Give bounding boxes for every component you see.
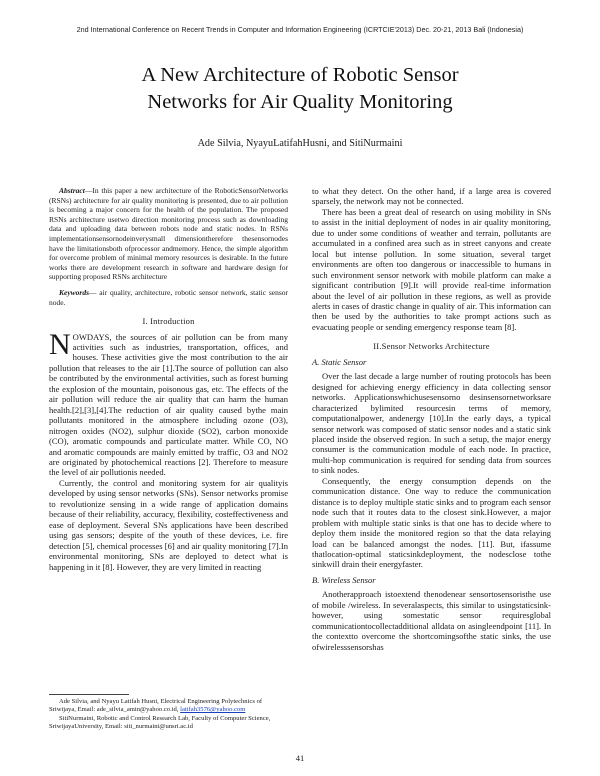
page-number: 41 [295,753,305,763]
static-paragraph-2: Consequently, the energy consumption depends on the communication distance. One way to reduce the communication distance is to deploy multiple static sinks and to program each sensor node such that it routes data to the closest sink.However, a major problem with multiple static sinks is that one has to decide where to deploy them inside the monitored region so that the data relaying load can be balanced amongst the nodes. [11]. But, ifassume thatlocation-optimal staticsinkdeployment, the nodesclose tothe sinkwill drain their energyfaster. [312,475,551,570]
section-heading-introduction: I. Introduction [142,316,195,327]
keywords-text: — air quality, architecture, robotic sensor network, static sensor node. [49,287,288,307]
right-paragraph-2: There has been a great deal of research on using mobility in SNs to assist in the initial deployment of nodes in air quality monitoring, due to under some conditions of weather and terrain, pollutants are accumulated in a confined area such as in street canyons and create local but intense pollution. In some situation, several target environments are often too dangerous or inaccessible to humans in such environment sensor network with mobile platform can make a significant contribution [9].It will provide real-time information about the level of air pollution in these regions, as well as provide alerts in cases of drastic change in quality of air. This information can then be used by the authorities to take prompt actions such as evacuating people or sending emergency response team [8]. [312,206,551,332]
footnote-authors-2: SitiNurmaini, Robotic and Control Research Lab, Faculty of Computer Science, SriwijayaUniversity, Email: siti_nurmaini@unsri.ac.id [49,714,271,730]
author-list: Ade Silvia, NyayuLatifahHusni, and SitiNurmaini [197,138,403,149]
intro-paragraph-1 [49,327,288,478]
drop-cap: N [49,327,71,361]
subsection-static-sensor: A. Static Sensor [312,356,367,367]
keywords [49,288,288,307]
footnotes [49,698,288,731]
right-column [312,186,551,652]
section-heading-architecture: II.Sensor Networks Architecture [373,341,490,352]
abstract-label: Abstract [59,186,85,195]
wireless-paragraph-1: Anotherapproach istoextend thenodenear sensortosensoristhe use of mobile /wireless. In severalaspects, this similar to usingstaticsink-however, using somestatic sensor requiresglobal communicationtocollectadditional alldata on asingleendpoint [11]. In the contextto overcome the shortcomingsofthe static sinks, the use ofwirelesssensorshas [312,589,551,652]
right-paragraph-1: to what they detect. On the other hand, if a large area is covered sparsely, the network may not be connected. [312,186,551,207]
static-paragraph-1: Over the last decade a large number of routing protocols has been designed for achieving energy efficiency in data collecting sensor networks. Applicationswhichusesensorno desinsensornetworksare characterized bylimited resourcesin terms of memory, computationalpower, andenergy [10].In the early days, a typical sensor network was composed of static sensor nodes and a static sink placed inside the observed region. In such a setup, the major energy consumer is the communication module of each node. In practice, multi-hop communication is required for sending data from sources to sink nodes. [312,371,551,476]
intro-paragraph-2: Currently, the control and monitoring system for air qualityis developed by using sensor networks (SNs). Sensor networks promise to revolutionize sensing in a wide range of application domains because of their reliability, accuracy, flexibility, costeffectiveness and ease of deployment. Several SNs applications have been described using gas sensors; despite of the youth of these devices, i.e. fire detection [5], chemical processes [6] and air quality monitoring [7].In environmental monitoring, SNs are deployed to detect what is happening in it [8]. However, they are very limited in reacting [49,477,288,572]
intro-paragraph-1-text: OWDAYS, the sources of air pollution can be from many activities such as industries, transportation, offices, and houses. These activities give the most contribution to the air pollution that releases to the air [1].The source of pollution can also be contributed by the environmental activities, such as forest burning the explosion of the mountain, poisonous gas, etc. The effects of the air pollution will reduce the air quality that can harm the human health.[2],[3],[4].The reduction of air quality caused bythe main pollutants monitored in the atmosphere including ozone (O3), nitrogen oxides (NO2), sulphur dioxide (SO2), carbon monoxide (CO), aromatic compounds and particulate matter. While CO, NO and aromatic compounds are mainly emitted by traffic, O3 and NO2 are originated by photochemical reactions [2]. Therefore to measure the level of air pollutionis needed. [49,331,288,478]
abstract [49,186,288,282]
title-line-2: Networks for Air Quality Monitoring [147,91,453,113]
paper-title [0,62,600,116]
subsection-wireless-sensor: B. Wireless Sensor [312,574,376,585]
footnote-email-link[interactable]: latifah3576@yahoo.com [180,706,246,714]
footnote-authors-1-text: Ade Silvia, and Nyayu Latifah Husni, Electrical Engineering Polytechnics of Sriwijaya, Email: ade_silvia_amin@yahoo.co.id, [49,698,263,714]
footnote-rule [49,694,129,695]
running-header: 2nd International Conference on Recent Trends in Computer and Information Engineering (ICRTCIE'2013) Dec. 20-21, 2013 Bali (Indonesia) [76,25,524,34]
left-column [49,186,288,572]
abstract-text: —In this paper a new architecture of the RoboticSensorNetworks (RSNs) architecture for air quality monitoring is presented, due to air pollution is becoming a major concern for the health of the population. The proposed RSNs architecture usetwo direction monitoring process such as downloading data and uploading data between robots node and static nodes. In RSNs implementationsensornodeinverysmall dimensiontherefore thesensornodes have the limitationsboth ofprocessor andmemory. Hence, the simple algorithm for overcome problem of minimal memory resources is desirable. In the future works there are development research in software and hardware design for supporting proposed RSNs architecture [49,186,288,282]
footnote-authors-1 [49,698,288,715]
title-line-1: A New Architecture of Robotic Sensor [141,64,459,86]
keywords-label: Keywords [59,287,89,297]
